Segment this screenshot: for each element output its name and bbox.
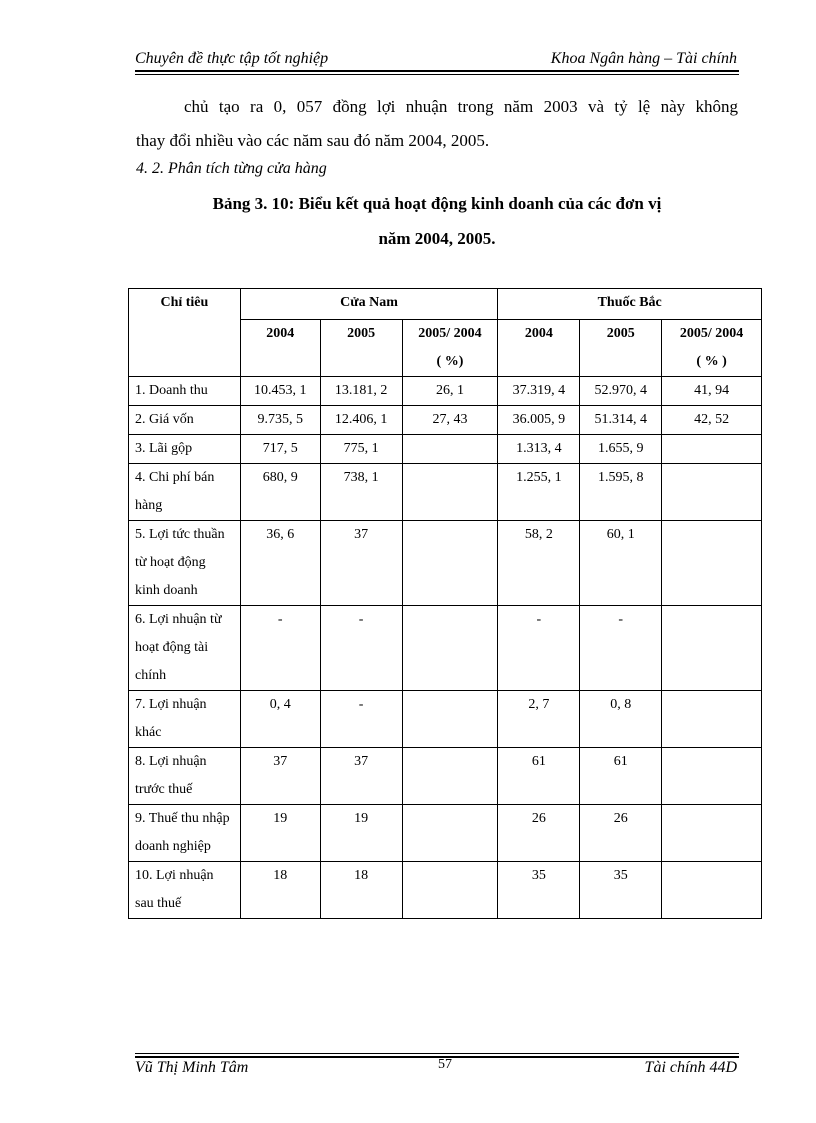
cell-thuoc-bac-2004: 61 xyxy=(498,748,580,805)
cell-thuoc-bac-ratio: 42, 52 xyxy=(662,406,762,435)
cell-cua-nam-2005: - xyxy=(320,691,402,748)
table-row xyxy=(129,691,762,748)
page-header xyxy=(135,48,737,70)
cell-thuoc-bac-ratio xyxy=(662,862,762,919)
cell-thuoc-bac-2005: 52.970, 4 xyxy=(580,377,662,406)
cell-cua-nam-2004: - xyxy=(240,606,320,691)
cell-thuoc-bac-ratio: 41, 94 xyxy=(662,377,762,406)
cell-thuoc-bac-ratio xyxy=(662,691,762,748)
cell-thuoc-bac-2005: 61 xyxy=(580,748,662,805)
cell-cua-nam-2005: 12.406, 1 xyxy=(320,406,402,435)
results-table xyxy=(128,288,762,919)
subheader-2004: 2004 xyxy=(240,320,320,377)
table-body xyxy=(129,377,762,919)
header-group-thuoc-bac: Thuốc Bắc xyxy=(498,289,762,320)
cell-thuoc-bac-2004: 37.319, 4 xyxy=(498,377,580,406)
cell-cua-nam-ratio xyxy=(402,606,498,691)
subheader-ratio: 2005/ 2004 ( % ) xyxy=(662,320,762,377)
header-rule xyxy=(135,70,739,72)
cell-cua-nam-ratio xyxy=(402,435,498,464)
cell-thuoc-bac-2005: 26 xyxy=(580,805,662,862)
cell-thuoc-bac-2004: 1.313, 4 xyxy=(498,435,580,464)
row-label: 1. Doanh thu xyxy=(129,377,241,406)
cell-thuoc-bac-2005: 0, 8 xyxy=(580,691,662,748)
header-left-text: Chuyên đề thực tập tốt nghiệp xyxy=(135,50,329,67)
header-group-cua-nam: Cửa Nam xyxy=(240,289,498,320)
cell-cua-nam-2004: 717, 5 xyxy=(240,435,320,464)
cell-thuoc-bac-2004: 26 xyxy=(498,805,580,862)
cell-cua-nam-ratio: 26, 1 xyxy=(402,377,498,406)
cell-cua-nam-ratio: 27, 43 xyxy=(402,406,498,435)
row-label: 7. Lợi nhuận khác xyxy=(129,691,241,748)
cell-thuoc-bac-2004: - xyxy=(498,606,580,691)
cell-cua-nam-ratio xyxy=(402,862,498,919)
body-paragraph xyxy=(136,90,738,158)
footer-rule xyxy=(135,1053,739,1054)
cell-thuoc-bac-2005: 51.314, 4 xyxy=(580,406,662,435)
row-label: 9. Thuế thu nhập doanh nghiệp xyxy=(129,805,241,862)
row-label: 10. Lợi nhuận sau thuế xyxy=(129,862,241,919)
header-rule xyxy=(135,74,739,75)
table-row xyxy=(129,748,762,805)
cell-cua-nam-ratio xyxy=(402,805,498,862)
cell-cua-nam-2005: 18 xyxy=(320,862,402,919)
cell-cua-nam-2004: 0, 4 xyxy=(240,691,320,748)
cell-cua-nam-2004: 19 xyxy=(240,805,320,862)
cell-cua-nam-2005: 37 xyxy=(320,748,402,805)
cell-cua-nam-2004: 680, 9 xyxy=(240,464,320,521)
header-indicator: Chỉ tiêu xyxy=(129,289,241,377)
table-row xyxy=(129,805,762,862)
header-right-text: Khoa Ngân hàng – Tài chính xyxy=(550,50,737,67)
cell-thuoc-bac-ratio xyxy=(662,606,762,691)
cell-cua-nam-2005: 738, 1 xyxy=(320,464,402,521)
cell-thuoc-bac-ratio xyxy=(662,805,762,862)
cell-cua-nam-2005: 19 xyxy=(320,805,402,862)
row-label: 5. Lợi tức thuần từ hoạt động kinh doanh xyxy=(129,521,241,606)
row-label: 4. Chi phí bán hàng xyxy=(129,464,241,521)
cell-cua-nam-2005: 37 xyxy=(320,521,402,606)
cell-cua-nam-ratio xyxy=(402,691,498,748)
cell-cua-nam-2005: 13.181, 2 xyxy=(320,377,402,406)
row-label: 6. Lợi nhuận từ hoạt động tài chính xyxy=(129,606,241,691)
paragraph-line-1: chủ tạo ra 0, 057 đồng lợi nhuận trong năm 2003 và tỷ lệ này không xyxy=(184,97,738,116)
cell-thuoc-bac-2005: 1.595, 8 xyxy=(580,464,662,521)
cell-thuoc-bac-2005: 60, 1 xyxy=(580,521,662,606)
cell-thuoc-bac-2004: 58, 2 xyxy=(498,521,580,606)
cell-cua-nam-ratio xyxy=(402,521,498,606)
cell-cua-nam-ratio xyxy=(402,748,498,805)
cell-thuoc-bac-2004: 2, 7 xyxy=(498,691,580,748)
row-label: 2. Giá vốn xyxy=(129,406,241,435)
cell-cua-nam-2005: - xyxy=(320,606,402,691)
footer-author: Vũ Thị Minh Tâm xyxy=(135,1059,249,1076)
cell-thuoc-bac-2004: 1.255, 1 xyxy=(498,464,580,521)
row-label: 8. Lợi nhuận trước thuế xyxy=(129,748,241,805)
subheader-2004: 2004 xyxy=(498,320,580,377)
paragraph-line-2: thay đổi nhiều vào các năm sau đó năm 2004, 2005. xyxy=(136,131,490,150)
cell-thuoc-bac-2005: - xyxy=(580,606,662,691)
table-row xyxy=(129,862,762,919)
subheader-2005: 2005 xyxy=(320,320,402,377)
cell-cua-nam-2004: 36, 6 xyxy=(240,521,320,606)
table-row xyxy=(129,406,762,435)
section-title: 4. 2. Phân tích từng cửa hàng xyxy=(136,160,327,177)
page-footer xyxy=(135,1053,739,1076)
footer-rule xyxy=(135,1056,739,1058)
cell-thuoc-bac-ratio xyxy=(662,521,762,606)
cell-cua-nam-2004: 10.453, 1 xyxy=(240,377,320,406)
table-row xyxy=(129,377,762,406)
cell-thuoc-bac-ratio xyxy=(662,464,762,521)
footer-class: Tài chính 44D xyxy=(644,1059,737,1076)
table-row xyxy=(129,606,762,691)
table-row xyxy=(129,521,762,606)
cell-thuoc-bac-2004: 35 xyxy=(498,862,580,919)
row-label: 3. Lãi gộp xyxy=(129,435,241,464)
cell-thuoc-bac-2005: 35 xyxy=(580,862,662,919)
table-row xyxy=(129,435,762,464)
cell-cua-nam-2005: 775, 1 xyxy=(320,435,402,464)
cell-cua-nam-2004: 37 xyxy=(240,748,320,805)
cell-thuoc-bac-2004: 36.005, 9 xyxy=(498,406,580,435)
table-caption-line-1: Bảng 3. 10: Biểu kết quả hoạt động kinh doanh của các đơn vị xyxy=(212,194,662,213)
table-caption-line-2: năm 2004, 2005. xyxy=(378,229,496,248)
cell-thuoc-bac-2005: 1.655, 9 xyxy=(580,435,662,464)
cell-cua-nam-2004: 18 xyxy=(240,862,320,919)
cell-thuoc-bac-ratio xyxy=(662,748,762,805)
subheader-ratio: 2005/ 2004 ( %) xyxy=(402,320,498,377)
cell-thuoc-bac-ratio xyxy=(662,435,762,464)
table-row xyxy=(129,464,762,521)
cell-cua-nam-ratio xyxy=(402,464,498,521)
subheader-2005: 2005 xyxy=(580,320,662,377)
cell-cua-nam-2004: 9.735, 5 xyxy=(240,406,320,435)
page-number: 57 xyxy=(438,1057,452,1072)
